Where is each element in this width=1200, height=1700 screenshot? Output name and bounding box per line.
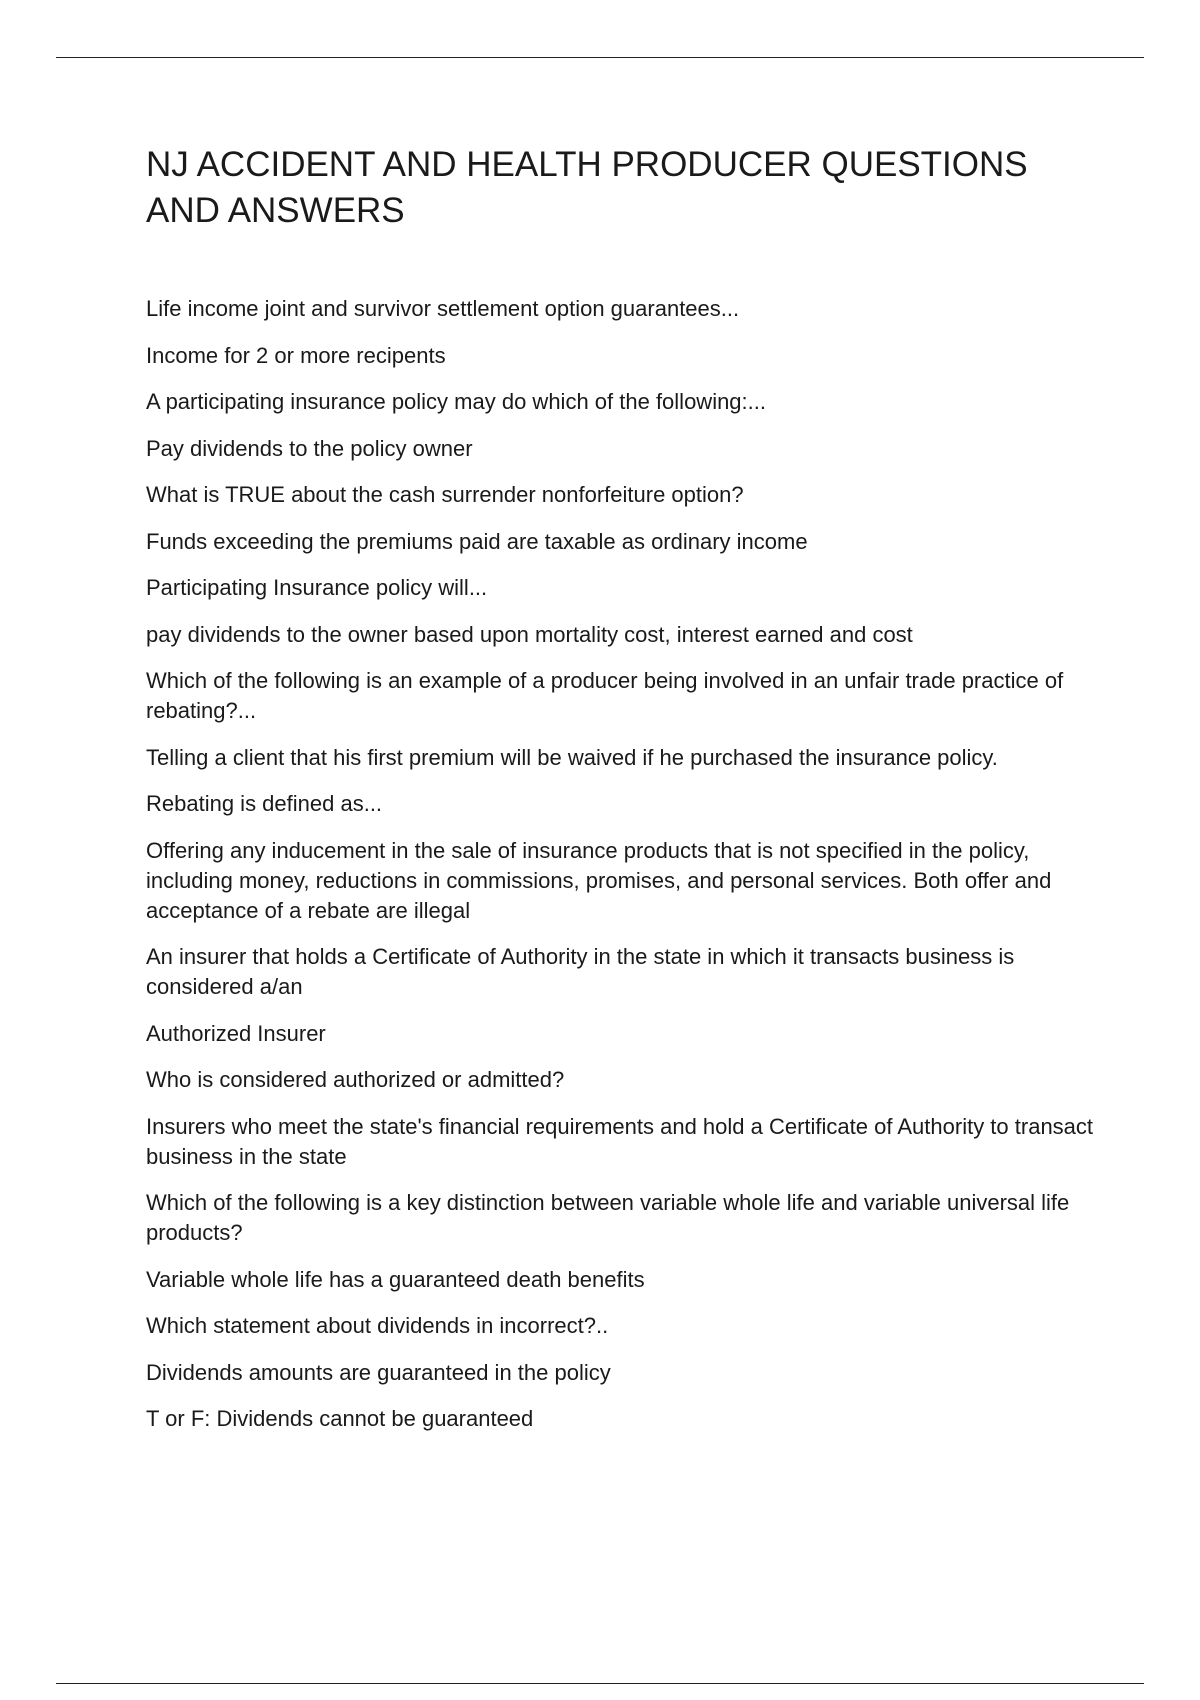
question-line: Which statement about dividends in incorrect?.. [146,1313,609,1338]
question-line: Which of the following is a key distinction between variable whole life and variable universal life products? [146,1190,1070,1245]
question-line: Participating Insurance policy will... [146,575,488,600]
question-line: A participating insurance policy may do which of the following:... [146,389,766,414]
answer-line: Variable whole life has a guaranteed death benefits [146,1266,645,1292]
answer-line: Pay dividends to the policy owner [146,435,473,461]
bottom-divider [56,1683,1144,1684]
answer-line: Offering any inducement in the sale of insurance products that is not specified in the policy, including money, reductions in commissions, promises, and personal services. Both offer and acceptance of a rebate are illegal [146,837,1052,923]
answer-line: Insurers who meet the state's financial requirements and hold a Certificate of Authority to transact business in the state [146,1113,1094,1169]
question-line: Rebating is defined as... [146,791,383,816]
question-line: T or F: Dividends cannot be guaranteed [146,1406,534,1431]
answer-line: Authorized Insurer [146,1020,326,1046]
question-line: Who is considered authorized or admitted? [146,1067,565,1092]
answer-line: pay dividends to the owner based upon mortality cost, interest earned and cost [146,621,913,647]
top-divider [56,57,1144,58]
answer-line: Funds exceeding the premiums paid are taxable as ordinary income [146,528,808,554]
qa-list [146,294,1096,1451]
answer-line: Income for 2 or more recipents [146,342,446,368]
question-line: What is TRUE about the cash surrender nonforfeiture option? [146,482,744,507]
answer-line: Dividends amounts are guaranteed in the policy [146,1359,611,1385]
document-title: NJ ACCIDENT AND HEALTH PRODUCER QUESTIONS AND ANSWERS [146,145,1028,230]
question-line: Which of the following is an example of a producer being involved in an unfair trade practice of rebating?... [146,668,1064,723]
question-line: An insurer that holds a Certificate of Authority in the state in which it transacts business is considered a/an [146,944,1015,999]
question-line: Life income joint and survivor settlement option guarantees... [146,296,740,321]
answer-line: Telling a client that his first premium will be waived if he purchased the insurance policy. [146,744,998,770]
